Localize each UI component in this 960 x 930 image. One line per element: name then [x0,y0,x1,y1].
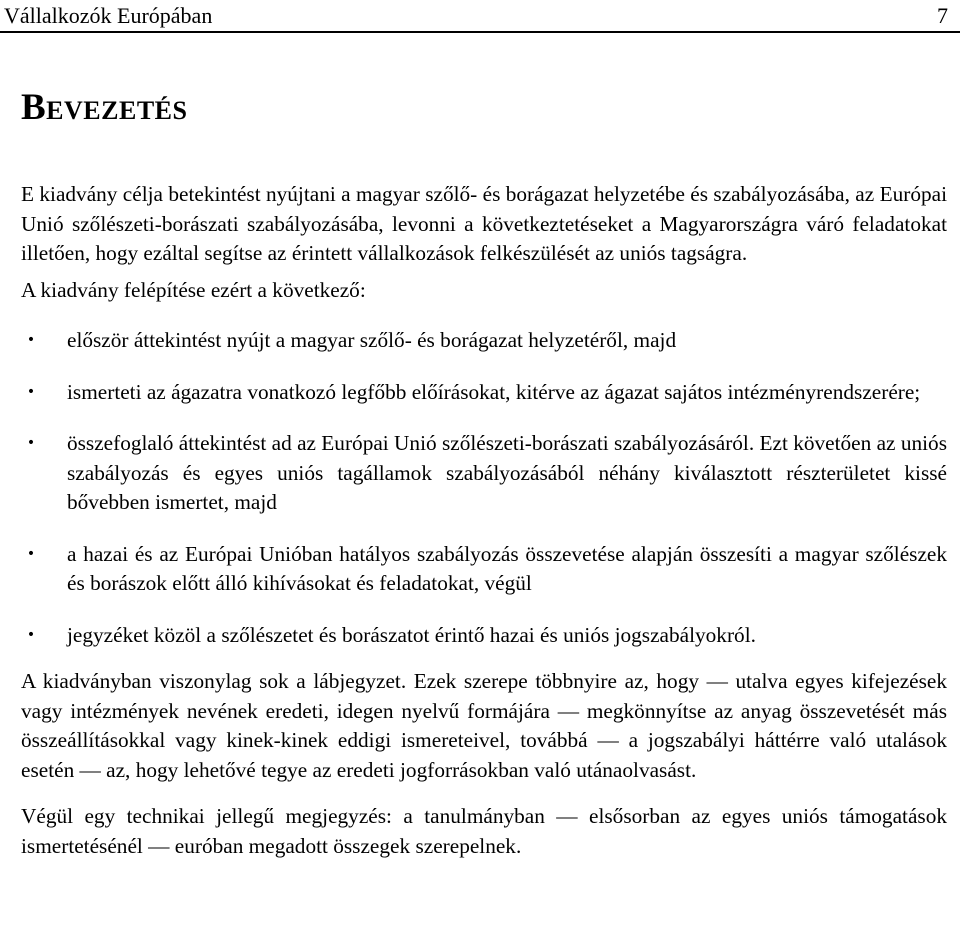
bullet-text: jegyzéket közöl a szőlészetet és borászatot érintő hazai és uniós jogszabályokról. [67,622,756,647]
structure-bullet-list [21,326,947,650]
page-number: 7 [937,3,948,28]
bullet-text: a hazai és az Európai Unióban hatályos szabályozás összevetése alapján összesíti a magyar szőlészek és borászok előtt álló kihívásokat és feladatokat, végül [67,541,947,595]
intro-paragraph: E kiadvány célja betekintést nyújtani a magyar szőlő- és borágazat helyzetébe és szabályozásába, az Európai Unió szőlészeti-borászati szabályozásába, levonni a következtetéseket a Magyarországra váró feladatokat illetően, hogy ezáltal segítse az érintett vállalkozások felkészülését az uniós tagságra. [21,182,947,265]
bullet-icon: • [26,435,36,451]
bullet-icon: • [26,545,36,562]
body-text [21,180,947,861]
bullet-text: összefoglaló áttekintést ad az Európai Unió szőlészeti-borászati szabályozásáról. Ezt követően az uniós szabályozás és egyes uniós tagállamok szabályozásából néhány kiválasztott részterületet kissé bővebben ismertet, majd [67,431,947,514]
bullet-icon: • [26,332,36,348]
running-header [4,1,948,29]
bullet-icon: • [26,626,36,643]
bullet-text: először áttekintést nyújt a magyar szőlő- és borágazat helyzetéről, majd [67,328,677,352]
footnote-paragraph: A kiadványban viszonylag sok a lábjegyzet. Ezek szerepe többnyire az, hogy — utalva egyes kifejezések vagy intézmények nevének eredeti, idegen nyelvű formájára — megkönnyítse az anyag összevetését más összeállításokkal vagy kinek-kinek eddigi ismereteivel, továbbá — a jogszabályi háttérre való utalások esetén — az, hogy lehetővé tegye az eredeti jogforrásokban való utánaolvasást. [21,669,947,782]
running-title: Vállalkozók Európában [4,3,213,28]
bullet-item [21,429,947,518]
bullet-item [21,326,947,356]
bullet-item [21,378,947,408]
structure-lead-paragraph: A kiadvány felépítése ezért a következő: [21,277,366,302]
bullet-icon: • [26,383,36,400]
bullet-item [21,621,947,651]
technical-note-paragraph: Végül egy technikai jellegű megjegyzés: a tanulmányban — elsősorban az egyes uniós támogatások ismertetésénél — euróban megadott összegek szerepelnek. [21,804,947,858]
header-rule [0,31,960,33]
bullet-item [21,540,947,599]
chapter-title: Bevezetés [21,87,188,128]
bullet-text: ismerteti az ágazatra vonatkozó legfőbb előírásokat, kitérve az ágazat sajátos intézményrendszerére; [67,379,921,404]
